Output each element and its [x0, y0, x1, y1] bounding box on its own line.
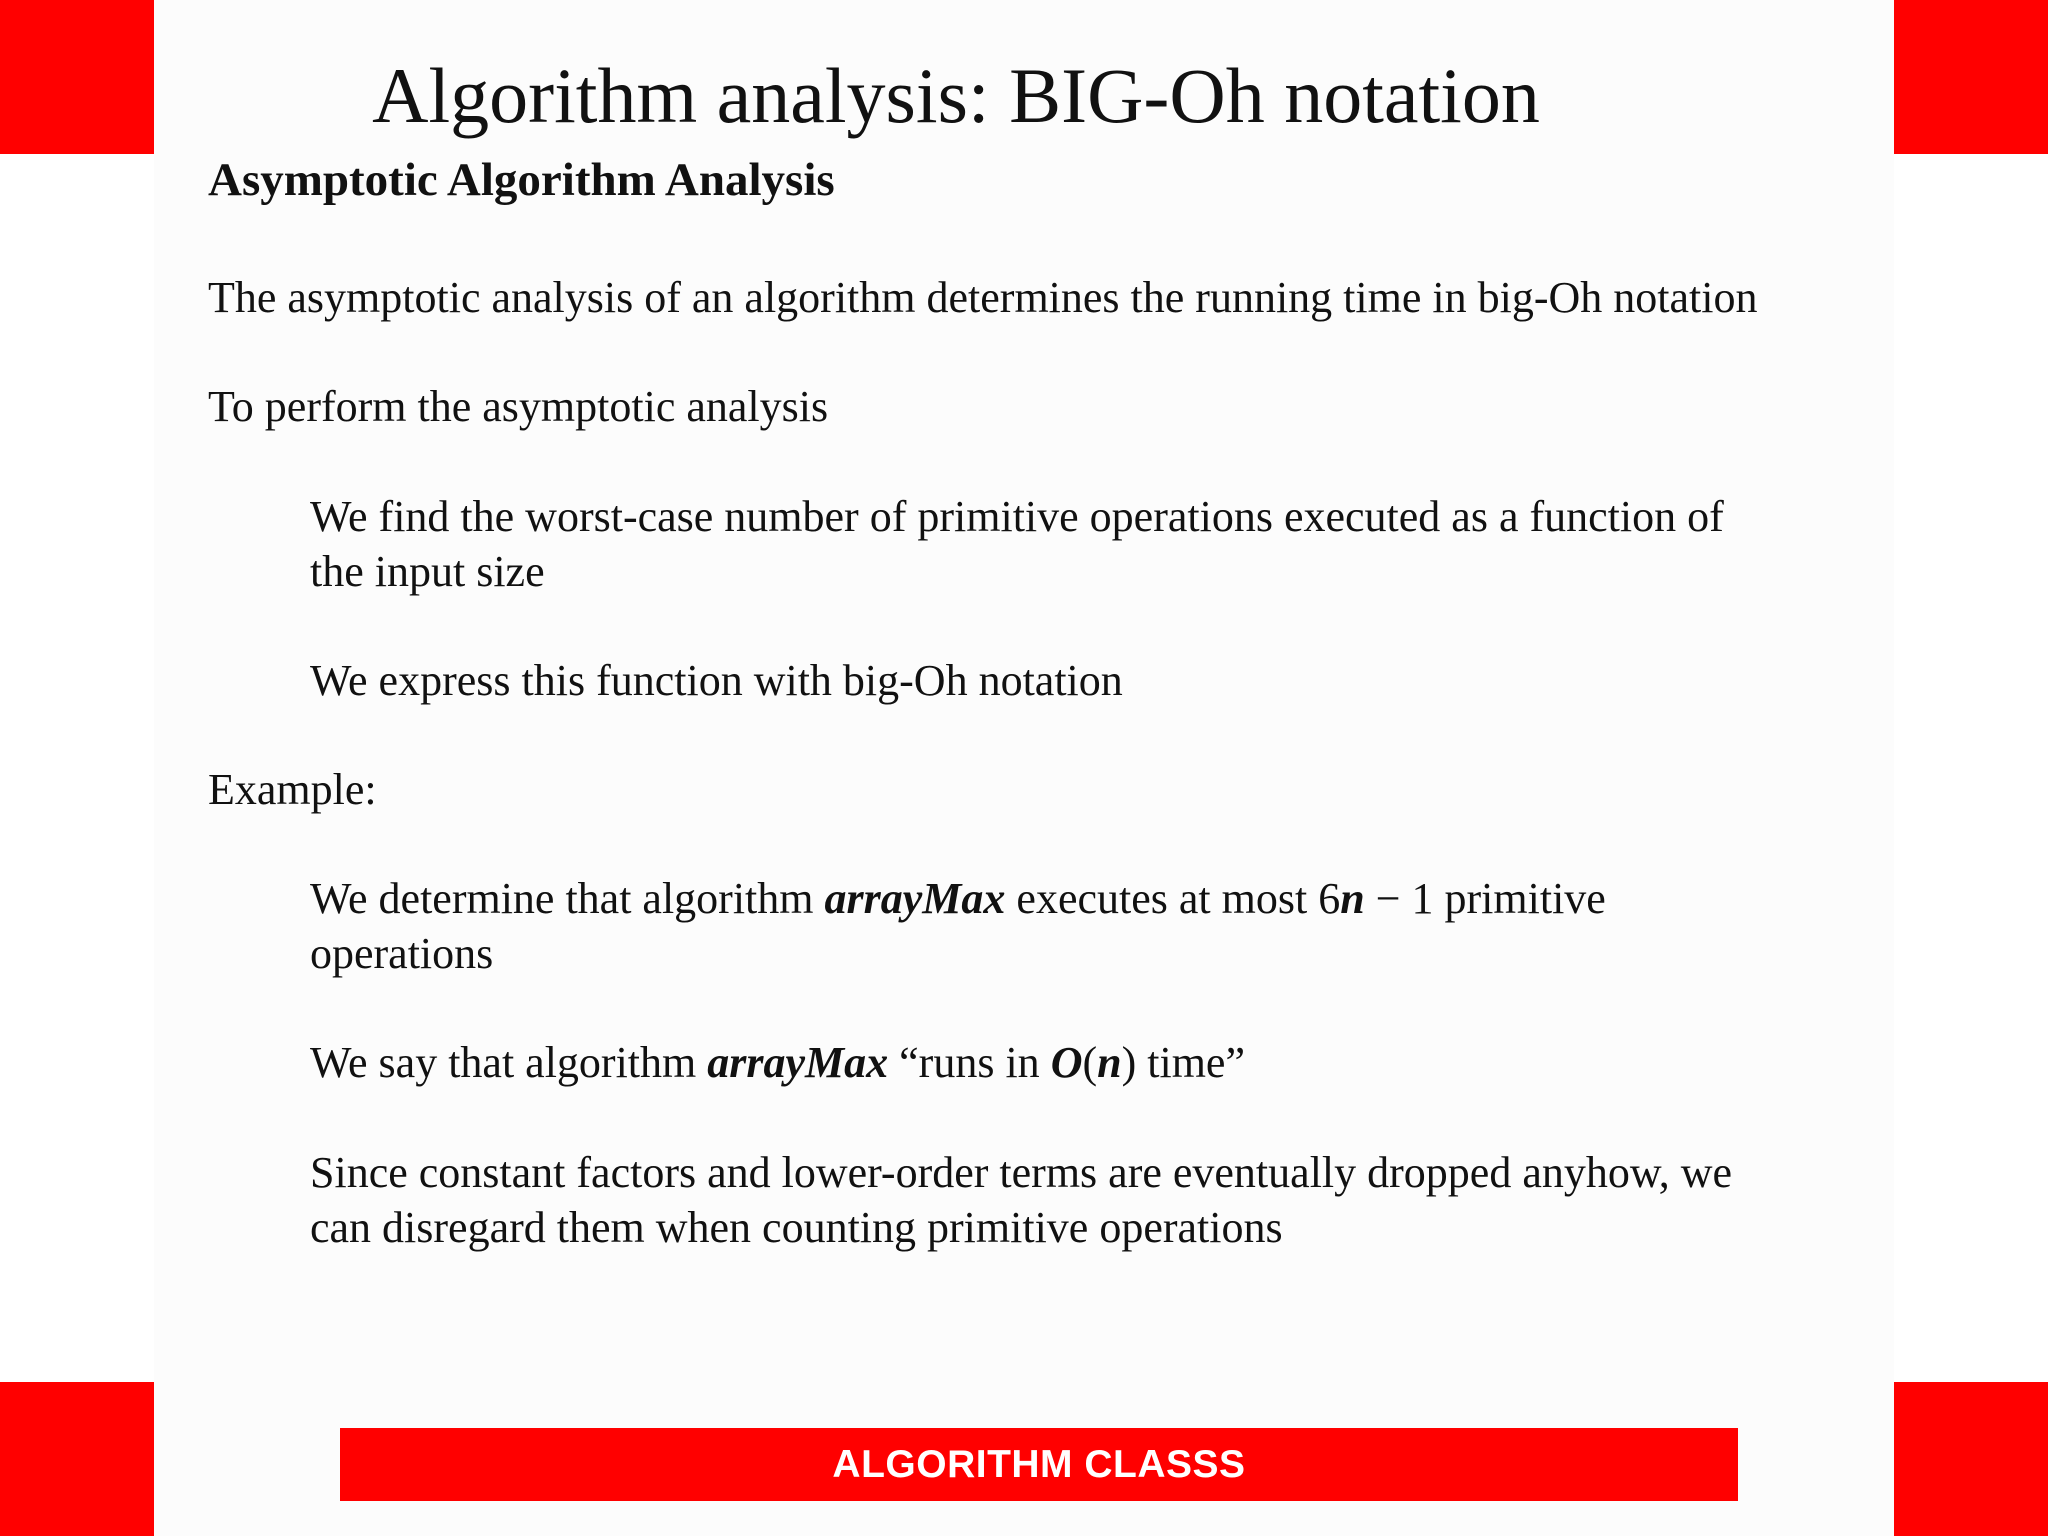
example-item-3-line-1: Since constant factors and lower-order terms are eventually dropped anyhow, we [310, 1148, 1733, 1197]
example-item-2 [310, 1035, 1245, 1090]
example-heading: Example: [208, 765, 377, 814]
slide-subtitle: Asymptotic Algorithm Analysis [208, 154, 835, 206]
perform-item-1-line-2: the input size [310, 547, 545, 596]
variable-n: n [1097, 1038, 1122, 1087]
footer-banner [340, 1428, 1738, 1501]
example-item-1-mid: executes at most 6 [1005, 874, 1341, 923]
big-o-symbol: O [1050, 1038, 1083, 1087]
variable-n: n [1340, 874, 1365, 923]
example-item-3-line-2: can disregard them when counting primitive operations [310, 1203, 1283, 1252]
perform-item-1-line-1: We find the worst-case number of primitive operations executed as a function of [310, 492, 1724, 541]
example-item-2-suffix: ) time” [1121, 1038, 1245, 1087]
algorithm-name: arrayMax [707, 1038, 889, 1087]
algorithm-name: arrayMax [824, 874, 1006, 923]
example-item-1-suffix: − 1 primitive [1364, 874, 1606, 923]
example-item-1-line-2: operations [310, 929, 494, 978]
perform-item-2: We express this function with big-Oh notation [310, 656, 1123, 705]
example-item-2-mid: “runs in [888, 1038, 1051, 1087]
corner-block-top-right [1894, 0, 2048, 154]
perform-heading: To perform the asymptotic analysis [208, 382, 829, 431]
corner-block-bottom-left [0, 1382, 154, 1536]
open-paren: ( [1082, 1038, 1098, 1087]
example-item-1-prefix: We determine that algorithm [310, 874, 825, 923]
example-item-1-line-1 [310, 871, 1606, 926]
corner-block-bottom-right [1894, 1382, 2048, 1536]
footer-label: ALGORITHM CLASSS [832, 1442, 1246, 1486]
slide-body [154, 0, 1894, 1536]
intro-text: The asymptotic analysis of an algorithm determines the running time in big-Oh notation [208, 273, 1758, 322]
example-item-2-prefix: We say that algorithm [310, 1038, 708, 1087]
slide-title: Algorithm analysis: BIG-Oh notation [372, 52, 1540, 139]
